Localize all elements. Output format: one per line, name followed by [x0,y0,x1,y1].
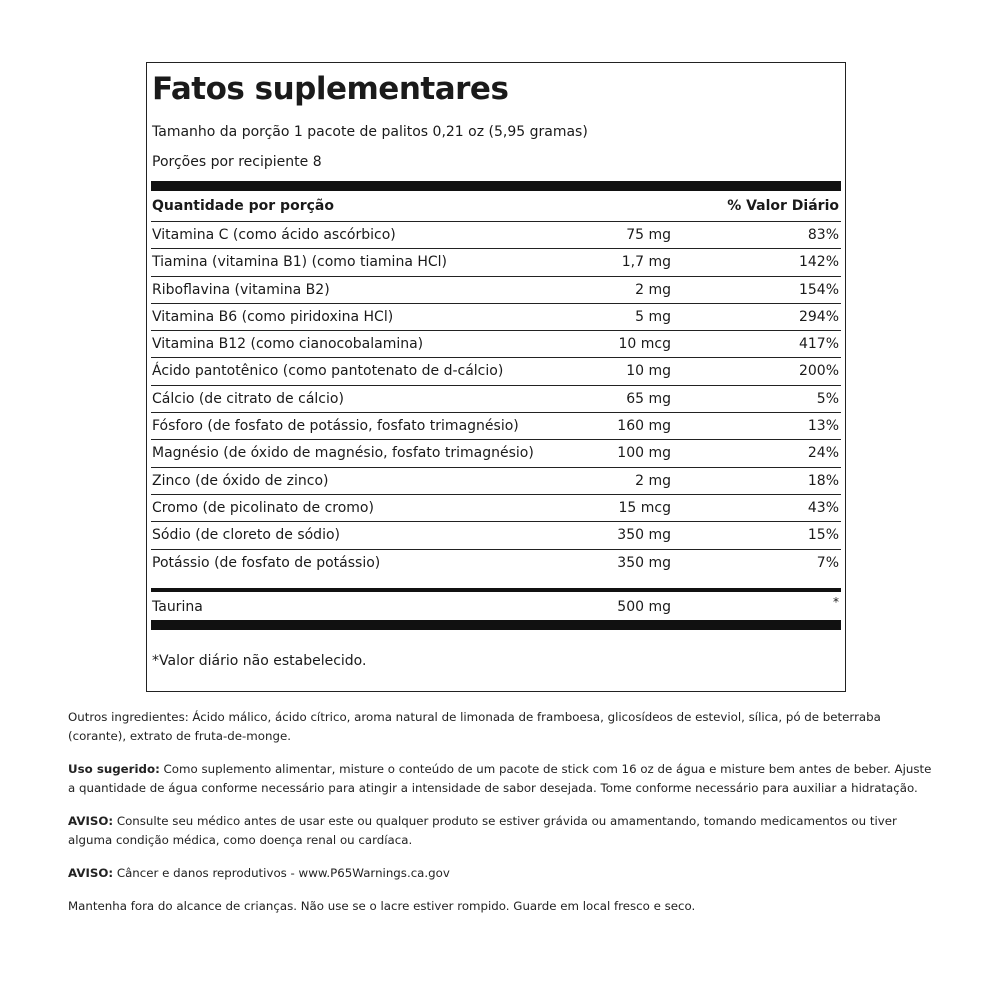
thick-divider-bottom [151,620,841,630]
dv-footnote: *Valor diário não estabelecido. [152,653,367,669]
nutrient-name: Sódio (de cloreto de sódio) [152,527,340,544]
nutrient-name: Ácido pantotênico (como pantotenato de d-cálcio) [152,363,504,380]
nutrient-dv: 7% [816,554,839,571]
nutrient-dv: 154% [798,281,839,298]
nutrient-amount: 2 mg [635,472,671,489]
table-row [151,330,841,357]
nutrient-dv: 43% [807,499,839,516]
suggested-use-text: Como suplemento alimentar, misture o conteúdo de um pacote de stick com 16 oz de água e misture bem antes de beber. Ajuste a quantidade de água conforme necessário para atingir a intensidade de sabor desejada. Tome conforme necessário para auxiliar a hidratação. [68,762,932,795]
nutrient-name: Vitamina B6 (como piridoxina HCl) [152,308,394,325]
nutrient-name: Taurina [152,599,203,615]
table-row [151,549,841,576]
nutrient-dv: * [833,595,839,609]
table-row [151,248,841,275]
table-row [151,357,841,384]
warning-text: Câncer e danos reprodutivos - www.P65Warnings.ca.gov [113,866,450,880]
table-row [151,412,841,439]
suggested-use [68,760,938,798]
nutrient-name: Vitamina C (como ácido ascórbico) [152,227,396,243]
nutrient-name: Cálcio (de citrato de cálcio) [152,390,344,407]
panel-title: Fatos suplementares [152,71,509,107]
table-row [151,494,841,521]
nutrient-name: Zinco (de óxido de zinco) [152,472,329,489]
table-row [151,303,841,330]
nutrient-amount: 100 mg [617,445,671,462]
nutrient-dv: 294% [798,308,839,325]
nutrient-dv: 417% [798,336,839,353]
nutrient-amount: 2 mg [635,281,671,298]
thick-divider-top [151,181,841,191]
nutrient-rows [151,221,841,576]
warning-text: Consulte seu médico antes de usar este ou qualquer produto se estiver grávida ou amamentando, tomando medicamentos ou tiver alguma condição médica, como doença renal ou cardíaca. [68,814,897,847]
nutrient-amount: 350 mg [617,554,671,571]
nutrient-dv: 24% [807,445,839,462]
table-row [151,521,841,548]
table-header [152,196,839,218]
table-row [151,385,841,412]
warning-prop65 [68,864,938,883]
nutrient-dv: 13% [807,418,839,435]
nutrient-dv: 200% [798,363,839,380]
header-daily-value: % Valor Diário [727,198,839,214]
supplement-facts-panel [146,62,846,692]
nutrient-amount: 10 mg [626,363,671,380]
nutrient-dv: 142% [798,254,839,271]
nutrient-name: Fósforo (de fosfato de potássio, fosfato trimagnésio) [152,418,519,435]
table-row [151,221,841,248]
nutrient-amount: 500 mg [617,599,671,615]
warning-medical [68,812,938,850]
nutrient-name: Cromo (de picolinato de cromo) [152,499,374,516]
nutrient-dv: 83% [807,227,839,243]
nutrient-name: Riboflavina (vitamina B2) [152,281,330,298]
nutrient-dv: 5% [816,390,839,407]
nutrient-name: Tiamina (vitamina B1) (como tiamina HCl) [152,254,447,271]
nutrient-dv: 18% [807,472,839,489]
nutrient-name: Magnésio (de óxido de magnésio, fosfato trimagnésio) [152,445,534,462]
table-row [151,276,841,303]
warning-label: AVISO: [68,866,114,880]
nutrient-amount: 10 mcg [618,336,671,353]
warning-label: AVISO: [68,814,114,828]
table-row [151,439,841,466]
label-notes [68,708,938,930]
medium-divider [151,588,841,592]
nutrient-amount: 1,7 mg [621,254,671,271]
nutrient-amount: 65 mg [626,390,671,407]
nutrient-amount: 15 mcg [618,499,671,516]
nutrient-name: Potássio (de fosfato de potássio) [152,554,381,571]
nutrient-amount: 160 mg [617,418,671,435]
nutrient-name: Vitamina B12 (como cianocobalamina) [152,336,424,353]
storage-instructions: Mantenha fora do alcance de crianças. Não use se o lacre estiver rompido. Guarde em local fresco e seco. [68,899,696,913]
table-row-taurina [151,594,841,618]
suggested-use-label: Uso sugerido: [68,762,160,776]
nutrient-amount: 75 mg [626,227,671,243]
nutrient-amount: 350 mg [617,527,671,544]
nutrient-amount: 5 mg [635,308,671,325]
table-row [151,467,841,494]
header-amount: Quantidade por porção [152,198,334,214]
nutrient-dv: 15% [807,527,839,544]
serving-size: Tamanho da porção 1 pacote de palitos 0,21 oz (5,95 gramas) [152,124,588,140]
servings-per-container: Porções por recipiente 8 [152,154,322,170]
other-ingredients: Outros ingredientes: Ácido málico, ácido cítrico, aroma natural de limonada de framboesa, glicosídeos de esteviol, sílica, pó de beterraba (corante), extrato de fruta-de-monge. [68,710,881,743]
